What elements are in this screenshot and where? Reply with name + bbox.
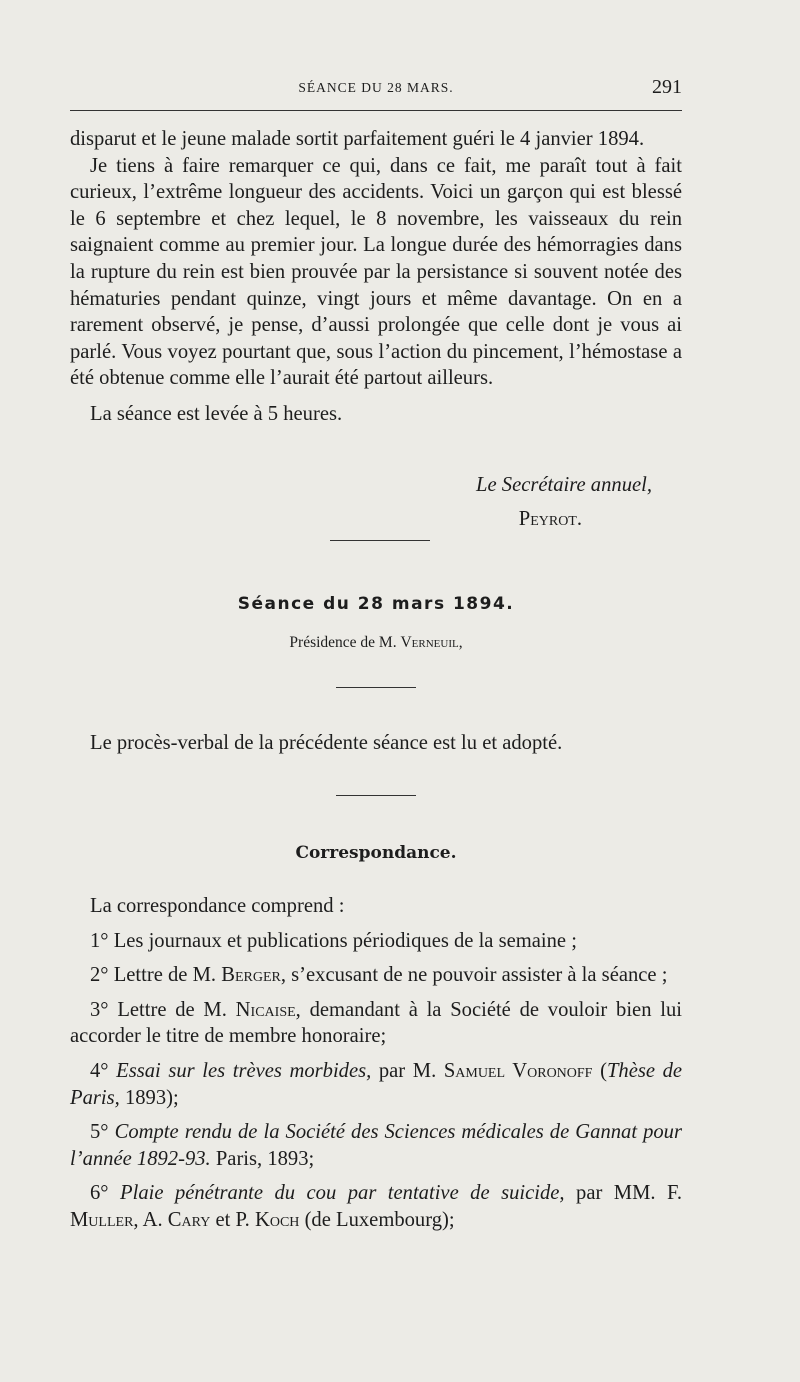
section-divider bbox=[330, 540, 430, 541]
work-title: Plaie pénétrante du cou par tentative de suicide, bbox=[120, 1182, 565, 1205]
paragraph-continuation: disparut et le jeune malade sortit parfaitement guéri le 4 janvier 1894. bbox=[70, 128, 645, 150]
list-item: 3° Lettre de M. Nicaise, demandant à la Société de vouloir bien lui accorder le titre de membre honoraire; bbox=[70, 998, 682, 1048]
section-divider bbox=[336, 687, 416, 688]
paragraph-closing: La séance est levée à 5 heures. bbox=[90, 402, 343, 425]
person-name: Nicaise, bbox=[235, 998, 301, 1021]
person-name: Muller, bbox=[70, 1208, 139, 1231]
person-name: Samuel Voronoff bbox=[443, 1059, 593, 1082]
president-name: Verneuil, bbox=[400, 634, 463, 651]
header-rule bbox=[70, 110, 682, 111]
secretary-name: Peyrot. bbox=[518, 508, 582, 530]
list-item: 1° Les journaux et publications périodiques de la semaine ; bbox=[90, 929, 577, 952]
presidence-prefix: Présidence de M. bbox=[289, 634, 397, 651]
work-title: Essai sur les trèves morbides, bbox=[116, 1059, 372, 1082]
section-divider bbox=[336, 795, 416, 796]
page-header bbox=[70, 76, 682, 100]
minutes-statement: Le procès-verbal de la précédente séance est lu et adopté. bbox=[90, 732, 563, 754]
person-name: Koch bbox=[254, 1208, 300, 1231]
correspondence-list bbox=[70, 893, 682, 1242]
work-title: Compte rendu de la Société des Sciences médicales de Gannat pour l’année 1892-93. bbox=[70, 1121, 682, 1170]
list-item: 2° Lettre de M. Berger, s’excusant de ne pouvoir assister à la séance ; bbox=[90, 964, 668, 987]
correspondence-title: Correspondance. bbox=[295, 843, 457, 863]
thesis-label: Thèse de Paris, bbox=[70, 1059, 683, 1109]
list-item: 4° Essai sur les trèves morbides, par M. Samuel Voronoff (Thèse de Paris, 1893); bbox=[70, 1059, 683, 1109]
list-item: 5° Compte rendu de la Société des Sciences médicales de Gannat pour l’année 1892-93. Paris, 1893; bbox=[70, 1121, 682, 1170]
session-title: Séance du 28 mars 1894. bbox=[237, 594, 515, 614]
running-head: SÉANCE DU 28 MARS. bbox=[298, 80, 454, 95]
correspondence-intro: La correspondance comprend : bbox=[90, 895, 345, 917]
body-text bbox=[70, 126, 682, 428]
list-item: 6° Plaie pénétrante du cou par tentative de suicide, par MM. F. Muller, A. Cary et P. Koch (de Luxembourg); bbox=[70, 1182, 682, 1231]
secretary-title: Le Secrétaire annuel, bbox=[476, 474, 652, 496]
person-name: Berger, bbox=[221, 964, 286, 987]
page-number: 291 bbox=[652, 76, 682, 98]
paragraph-observation: Je tiens à faire remarquer ce qui, dans ce fait, me paraît tout à fait curieux, l’extrême longueur des accidents. Voici un garçon qui est blessé le 6 septembre et chez lequel, le 8 novembre, les vaisseaux du rein saignaient comme au premier jour. La longue durée des hémorragies dans la rupture du rein est bien prouvée par la persistance si souvent notée des hématuries pendant quinze, vingt jours et même davantage. On en a rarement observé, je pense, d’aussi prolongée que celle dont je vous ai parlé. Vous voyez pourtant que, sous l’action du pincement, l’hémostase a été obtenue comme elle l’aurait été partout ailleurs. bbox=[70, 154, 682, 390]
person-name: Cary bbox=[167, 1208, 211, 1231]
presidence-line bbox=[70, 634, 682, 652]
